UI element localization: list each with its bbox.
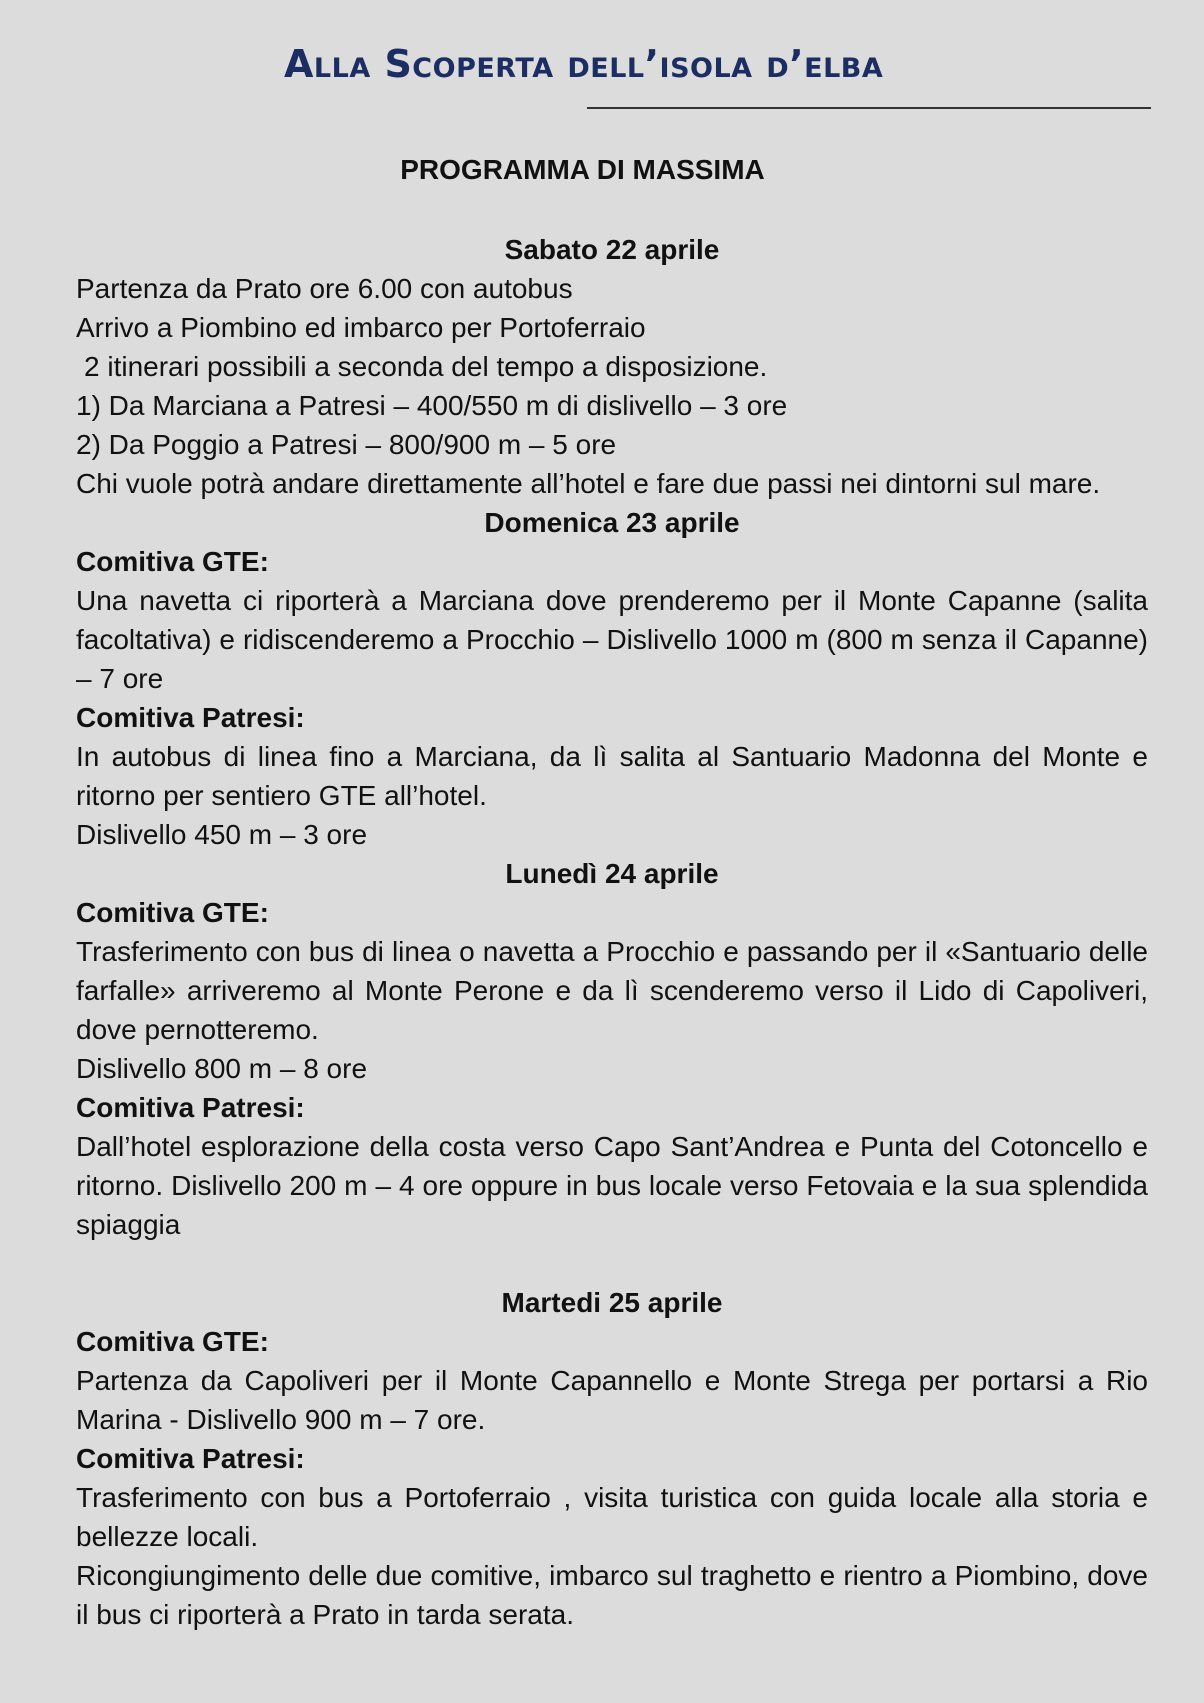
- spacer: [76, 1244, 1148, 1283]
- program-subtitle: PROGRAMMA DI MASSIMA: [400, 154, 765, 185]
- group-label-gte: Comitiva GTE:: [76, 1326, 269, 1357]
- day-heading-lunedi: Lunedì 24 aprile: [505, 858, 719, 889]
- gte-description: Partenza da Capoliveri per il Monte Capannello e Monte Strega per portarsi a Rio Marina - Dislivello 900 m – 7 ore.: [76, 1365, 1148, 1435]
- page-title: Alla Scoperta dell’isola d’elba: [284, 42, 884, 86]
- itinerary-2: 2) Da Poggio a Patresi – 800/900 m – 5 ore: [76, 429, 617, 460]
- itinerary-1: 1) Da Marciana a Patresi – 400/550 m di dislivello – 3 ore: [76, 390, 788, 421]
- text-line: Arrivo a Piombino ed imbarco per Portoferraio: [76, 312, 646, 343]
- program-content: [76, 230, 1148, 1634]
- gte-description: Trasferimento con bus di linea o navetta a Procchio e passando per il «Santuario delle farfalle» arriveremo al Monte Perone e da lì scenderemo verso il Lido di Capoliveri, dove pernotteremo.: [76, 936, 1148, 1045]
- elevation-info: Dislivello 450 m – 3 ore: [76, 819, 368, 850]
- group-label-gte: Comitiva GTE:: [76, 546, 269, 577]
- patresi-description: Dall’hotel esplorazione della costa verso Capo Sant’Andrea e Punta del Cotoncello e ritorno. Dislivello 200 m – 4 ore oppure in bus locale verso Fetovaia e la sua splendida spiaggia: [76, 1131, 1148, 1240]
- patresi-description: In autobus di linea fino a Marciana, da lì salita al Santuario Madonna del Monte e ritorno per sentiero GTE all’hotel.: [76, 741, 1148, 811]
- elevation-info: Dislivello 800 m – 8 ore: [76, 1053, 368, 1084]
- day-heading-martedi: Martedi 25 aprile: [501, 1287, 723, 1318]
- group-label-gte: Comitiva GTE:: [76, 897, 269, 928]
- day-heading-domenica: Domenica 23 aprile: [484, 507, 740, 538]
- group-label-patresi: Comitiva Patresi:: [76, 1443, 305, 1474]
- group-label-patresi: Comitiva Patresi:: [76, 702, 305, 733]
- group-label-patresi: Comitiva Patresi:: [76, 1092, 305, 1123]
- patresi-description: Trasferimento con bus a Portoferraio , visita turistica con guida locale alla storia e bellezze locali.: [76, 1482, 1148, 1552]
- gte-description: Una navetta ci riporterà a Marciana dove prenderemo per il Monte Capanne (salita facoltativa) e ridiscenderemo a Procchio – Dislivello 1000 m (800 m senza il Capanne) – 7 ore: [76, 585, 1148, 694]
- text-line: Partenza da Prato ore 6.00 con autobus: [76, 273, 573, 304]
- text-paragraph: Chi vuole potrà andare direttamente all’hotel e fare due passi nei dintorni sul mare.: [76, 468, 1101, 499]
- day-heading-sabato: Sabato 22 aprile: [504, 234, 720, 265]
- text-line: 2 itinerari possibili a seconda del tempo a disposizione.: [84, 351, 768, 382]
- closing-paragraph: Ricongiungimento delle due comitive, imbarco sul traghetto e rientro a Piombino, dove il bus ci riporterà a Prato in tarda serata.: [76, 1560, 1148, 1630]
- title-underline: [587, 107, 1151, 109]
